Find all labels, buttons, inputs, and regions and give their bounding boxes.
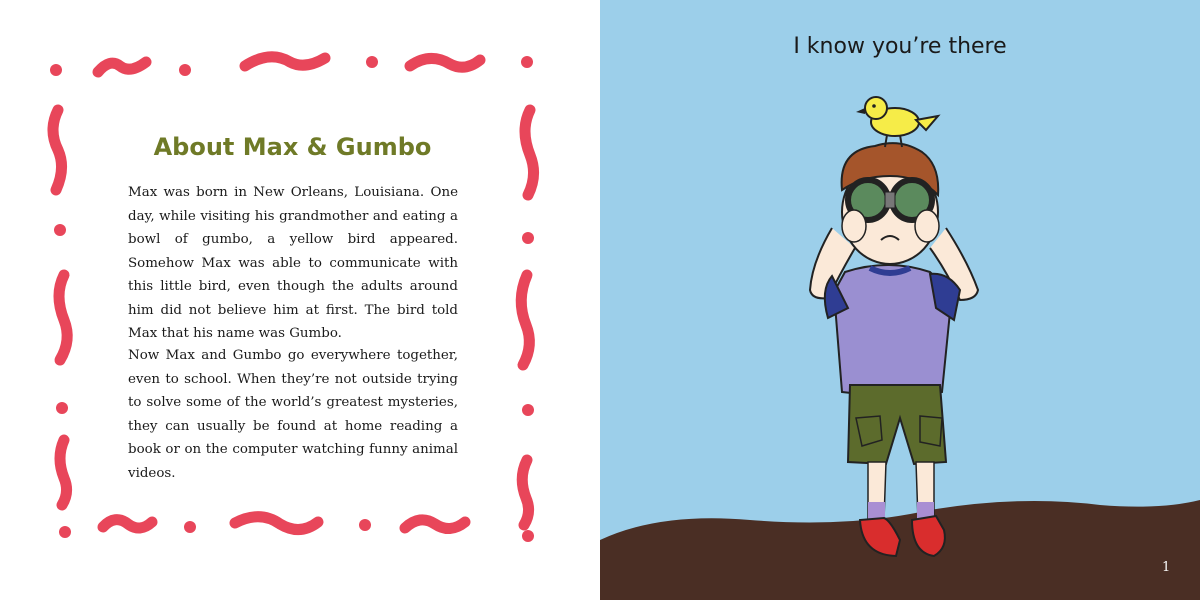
border-dot [56,402,68,414]
border-squiggle [245,57,325,66]
border-squiggle [103,520,152,528]
border-squiggle [98,62,146,72]
right-page [600,0,1200,600]
about-paragraph-2: Now Max and Gumbo go everywhere together, even to school. When they’re not outside trying to solve some of the world’s greatest mysteries, they can usually be found at home reading a book or on the computer watching funny animal videos. [128,348,458,481]
border-squiggle [521,275,529,365]
border-squiggle [410,58,480,67]
border-dot [522,404,534,416]
border-dot [179,64,191,76]
border-dot [50,64,62,76]
border-squiggle [405,520,465,529]
border-dot [521,56,533,68]
illustration-scene [600,0,1200,600]
border-squiggle [60,440,67,505]
right-hand [915,210,939,242]
left-hand [842,210,866,242]
border-dot [522,530,534,542]
border-dot [366,56,378,68]
border-dot [359,519,371,531]
page-number: 1 [1162,560,1171,575]
border-squiggle [53,110,62,190]
border-dot [184,521,196,533]
yellow-bird-icon [856,97,938,147]
page-caption: I know you’re there [793,34,1007,59]
about-title: About Max & Gumbo [153,133,432,161]
border-squiggle [59,275,67,360]
border-squiggle [235,517,318,530]
border-dot [522,232,534,244]
about-paragraph-1: Max was born in New Orleans, Louisiana. One day, while visiting his grandmother and eating a bowl of gumbo, a yellow bird appeared. Somehow Max was able to communicate with this little bird, even though the adults around him did not believe him at first. The bird told Max that his name was Gumbo. [128,185,458,341]
border-dot [59,526,71,538]
border-squiggle [522,460,528,525]
ground [600,500,1200,600]
border-dot [54,224,66,236]
binocular-bridge [885,192,895,208]
pocket-right [920,416,942,446]
border-squiggle [525,110,534,195]
